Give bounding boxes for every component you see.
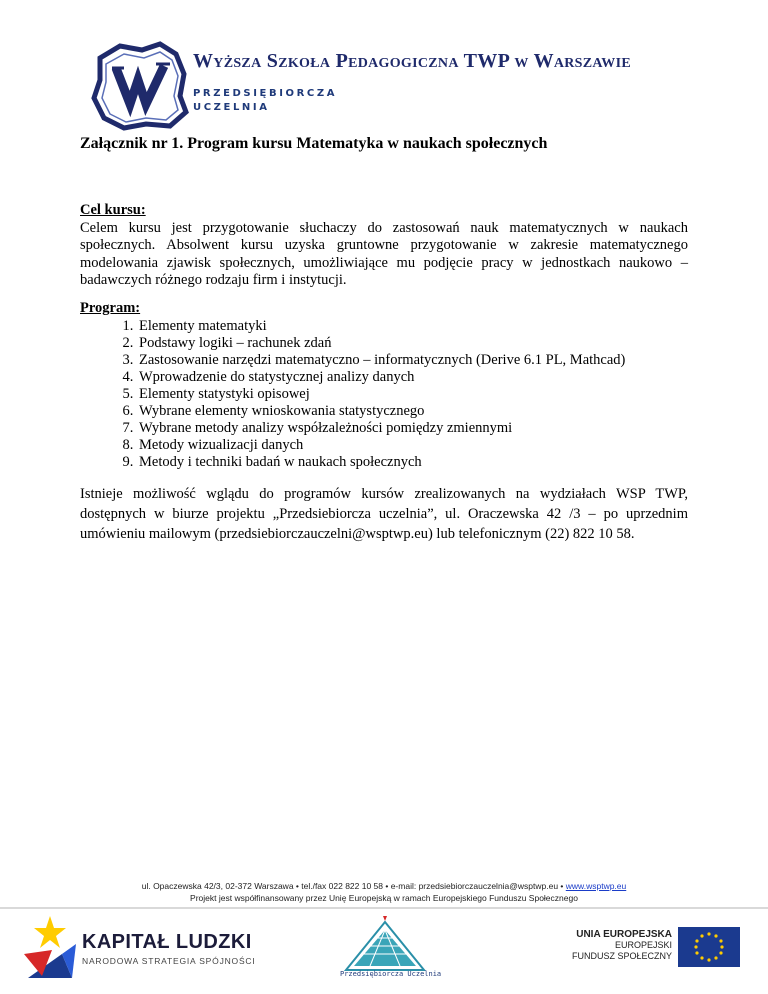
program-item: 4. Wprowadzenie do statystycznej analizy danych bbox=[137, 369, 688, 386]
program-item: 6. Wybrane elementy wnioskowania statystycznego bbox=[137, 403, 688, 420]
eu-flag-icon bbox=[678, 927, 740, 967]
program-item: 5. Elementy statystyki opisowej bbox=[137, 386, 688, 403]
program-list bbox=[80, 318, 688, 471]
program-item: 2. Podstawy logiki – rachunek zdań bbox=[137, 335, 688, 352]
program-item: 1. Elementy matematyki bbox=[137, 318, 688, 335]
course-goal-text: Celem kursu jest przygotowanie słuchaczy do zastosowań nauk matematycznych w naukach społecznych. Absolwent kursu uzyska gruntowne przygotowanie w zakresie matematycznego modelowania zjawisk społecznych, umożliwiające mu podjęcie pracy w jednostkach naukowo – badawczych różnego rodzaju firm i instytucji. bbox=[80, 219, 688, 288]
program-heading: Program: bbox=[80, 300, 141, 316]
program-item: 3. Zastosowanie narzędzi matematyczno – informatycznych (Derive 6.1 PL, Mathcad) bbox=[137, 352, 688, 369]
eu-label-european: EUROPEJSKI bbox=[614, 940, 672, 950]
wsp-twp-poland-logo-icon bbox=[90, 40, 190, 132]
course-goal-section bbox=[80, 202, 688, 290]
school-tagline-line2: UCZELNIA bbox=[193, 102, 270, 113]
eu-label-social-fund: FUNDUSZ SPOŁECZNY bbox=[571, 951, 672, 961]
footer-divider bbox=[0, 907, 768, 909]
school-name: Wyższa Szkoła Pedagogiczna TWP w Warszawie bbox=[193, 50, 631, 72]
program-item: 9. Metody i techniki badań w naukach społecznych bbox=[137, 454, 688, 471]
document-title: Załącznik nr 1. Program kursu Matematyka w naukach społecznych bbox=[80, 135, 548, 152]
website-link[interactable]: www.wsptwp.eu bbox=[565, 881, 627, 891]
school-tagline-line1: PRZEDSIĘBIORCZA bbox=[193, 88, 338, 99]
przedsiebiorcza-uczelnia-label: Przedsiębiorcza Uczelnia bbox=[340, 970, 442, 978]
kapital-ludzki-title: KAPITAŁ LUDZKI bbox=[82, 931, 252, 953]
eu-label-union: UNIA EUROPEJSKA bbox=[576, 929, 672, 940]
course-goal-heading: Cel kursu: bbox=[80, 202, 146, 218]
eu-label bbox=[572, 929, 672, 962]
kapital-ludzki-logo-icon bbox=[22, 914, 78, 980]
footer-contact bbox=[0, 881, 768, 891]
program-item: 8. Metody wizualizacji danych bbox=[137, 437, 688, 454]
program-item: 7. Wybrane metody analizy współzależności pomiędzy zmiennymi bbox=[137, 420, 688, 437]
access-note: Istnieje możliwość wglądu do programów kursów zrealizowanych na wydziałach WSP TWP, dostępnych w biurze projektu „Przedsiebiorcza uczelnia”, ul. Oraczewska 42 /3 – po uprzednim umówieniu mailowym (przedsiebiorczauczelni@wsptwp.eu) lub telefonicznym (22) 822 10 58. bbox=[80, 486, 688, 542]
footer-cofund-note: Projekt jest współfinansowany przez Unię Europejską w ramach Europejskiego Funduszu Społecznego bbox=[190, 893, 578, 903]
program-section bbox=[80, 300, 688, 471]
kapital-ludzki-subtitle: NARODOWA STRATEGIA SPÓJNOŚCI bbox=[82, 956, 256, 966]
footer-contact-text: ul. Opaczewska 42/3, 02-372 Warszawa • tel./fax 022 822 10 58 • e-mail: przedsiebiorczauczelnia@wsptwp.eu • bbox=[141, 881, 566, 891]
